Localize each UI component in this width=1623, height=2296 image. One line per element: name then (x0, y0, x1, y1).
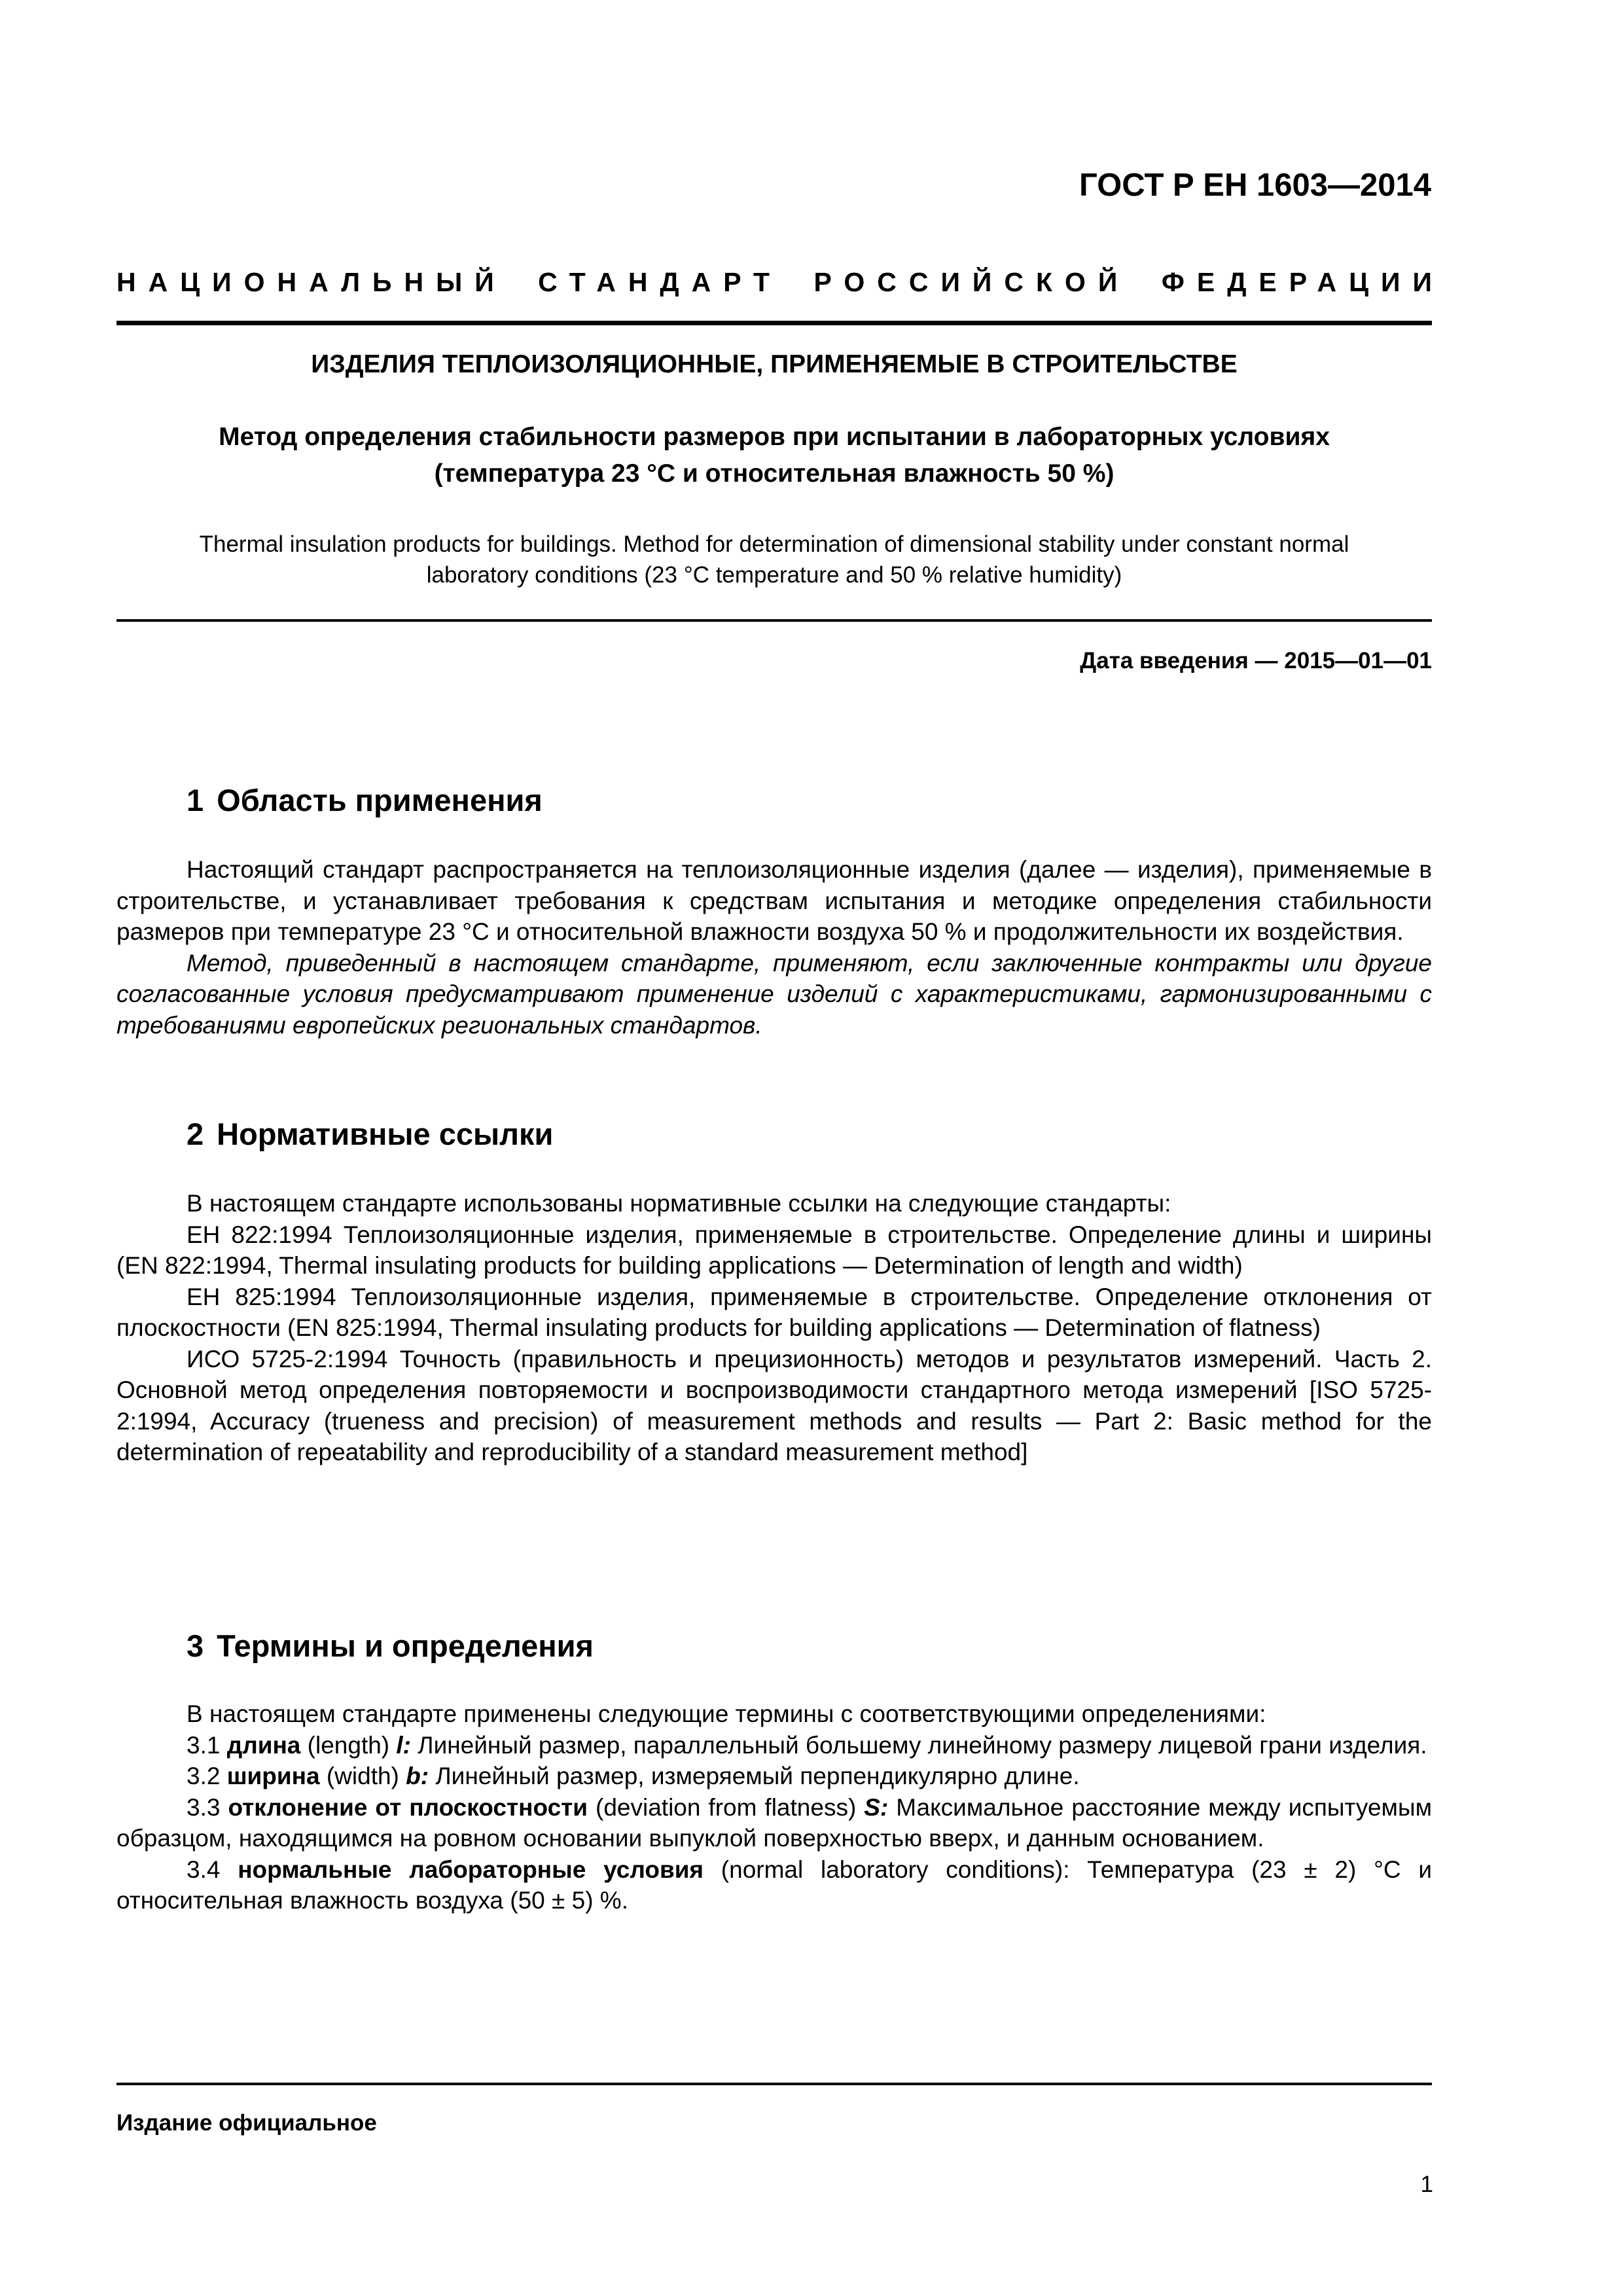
term-text: Линейный размер, измеряемый перпендикулярно длине. (435, 1763, 1080, 1789)
term-text: Температура (23 ± 2) °С и относительная влажность воздуха (50 ± 5) %. (116, 1856, 1433, 1914)
footer-divider (116, 2083, 1432, 2085)
subtitle-line: Метод определения стабильности размеров при испытании в лабораторных условиях (219, 423, 1330, 451)
term-symbol: b: (406, 1763, 429, 1789)
term-number: 3.4 (187, 1856, 221, 1883)
term-name: длина (226, 1731, 301, 1759)
term-number: 3.3 (187, 1793, 221, 1821)
banner-word: РОССИЙСКОЙ (813, 267, 1130, 297)
section-number: 3 (187, 1628, 204, 1663)
term-english: (normal laboratory conditions): (721, 1856, 1070, 1883)
term-english: (deviation from flatness) (596, 1793, 857, 1821)
reference-item: ЕН 822:1994 Теплоизоляционные изделия, применяемые в строительстве. Определение длины и ширины (EN 822:1994, Thermal insulating products for building applications — Determination of length and width) (116, 1221, 1432, 1279)
paragraph: В настоящем стандарте использованы нормативные ссылки на следующие стандарты: (187, 1190, 1171, 1217)
banner-word: ФЕДЕРАЦИИ (1161, 267, 1444, 297)
term-name: отклонение от плоскостности (228, 1793, 588, 1821)
english-title-line: laboratory conditions (23 °C temperature and 50 % relative humidity) (426, 562, 1122, 588)
section-2-body (116, 1188, 1432, 1468)
english-title (116, 529, 1432, 590)
banner-word: СТАНДАРТ (538, 267, 783, 297)
section-1-heading (187, 782, 543, 818)
official-edition-label: Издание официальное (116, 2110, 377, 2136)
term-definition (116, 1854, 1432, 1916)
page-number: 1 (1420, 2172, 1433, 2197)
section-number: 1 (187, 783, 204, 817)
term-number: 3.2 (187, 1763, 221, 1789)
paragraph: Настоящий стандарт распространяется на теплоизоляционные изделия (далее — изделия), применяемые в строительстве, и устанавливает требования к средствам испытания и методике определения стабильности размеров при температуре 23 °С и относительной влажности воздуха 50 % и продолжительности их воздействия. (116, 856, 1432, 945)
section-title: Нормативные ссылки (217, 1117, 554, 1151)
section-title: Область применения (217, 783, 543, 817)
subtitle-line: (температура 23 °С и относительная влажность 50 %) (434, 459, 1115, 488)
document-subtitle (116, 419, 1432, 492)
term-text: Линейный размер, параллельный большему линейному размеру лицевой грани изделия. (418, 1731, 1427, 1759)
title-divider (116, 619, 1432, 622)
introduction-date: Дата введения — 2015—01—01 (1080, 648, 1432, 673)
document-title: ИЗДЕЛИЯ ТЕПЛОИЗОЛЯЦИОННЫЕ, ПРИМЕНЯЕМЫЕ В СТРОИТЕЛЬСТВЕ (311, 350, 1238, 378)
term-name: ширина (226, 1763, 320, 1789)
term-symbol: S: (864, 1793, 889, 1821)
term-english: (length) (307, 1731, 390, 1759)
banner-word: НАЦИОНАЛЬНЫЙ (116, 267, 507, 297)
reference-item: ЕН 825:1994 Теплоизоляционные изделия, применяемые в строительстве. Определение отклонения от плоскостности (EN 825:1994, Thermal insulating products for building applications — Determination of flatness) (116, 1283, 1432, 1341)
term-text: Максимальное расстояние между испытуемым образцом, находящимся на ровном основании выпуклой поверхностью вверх, и данным основанием. (116, 1793, 1433, 1852)
national-standard-banner (116, 267, 1444, 298)
term-number: 3.1 (187, 1731, 221, 1759)
section-1-body (116, 854, 1432, 1041)
reference-item: ИСО 5725-2:1994 Точность (правильность и прецизионность) методов и результатов измерений. Часть 2. Основной метод определения повторяемости и воспроизводимости стандартного метода измерений [ISO 5725-2:1994, Accuracy (trueness and precision) of measurement methods and results — Part 2: Basic method for the determination of repeatability and reproducibility of a standard measurement method] (116, 1345, 1432, 1465)
term-english: (width) (326, 1763, 399, 1789)
section-2-heading (187, 1116, 553, 1152)
term-definition (116, 1792, 1432, 1854)
section-title: Термины и определения (217, 1628, 594, 1663)
term-name: нормальные лабораторные условия (238, 1856, 704, 1883)
section-3-body (116, 1698, 1432, 1916)
term-definition (116, 1761, 1432, 1792)
term-symbol: l: (396, 1731, 412, 1759)
term-definition (116, 1730, 1432, 1761)
section-3-heading (187, 1628, 594, 1664)
header-divider (116, 321, 1432, 325)
english-title-line: Thermal insulation products for buildings. Method for determination of dimensional stability under constant normal (199, 531, 1349, 557)
paragraph: В настоящем стандарте применены следующие термины с соответствующими определениями: (187, 1700, 1266, 1727)
section-number: 2 (187, 1117, 204, 1151)
document-code: ГОСТ Р ЕН 1603—2014 (1079, 168, 1431, 203)
paragraph-italic: Метод, приведенный в настоящем стандарте, применяют, если заключенные контракты или другие согласованные условия предусматривают применение изделий с характеристиками, гармонизированными с требованиями европейских региональных стандартов. (116, 949, 1432, 1039)
